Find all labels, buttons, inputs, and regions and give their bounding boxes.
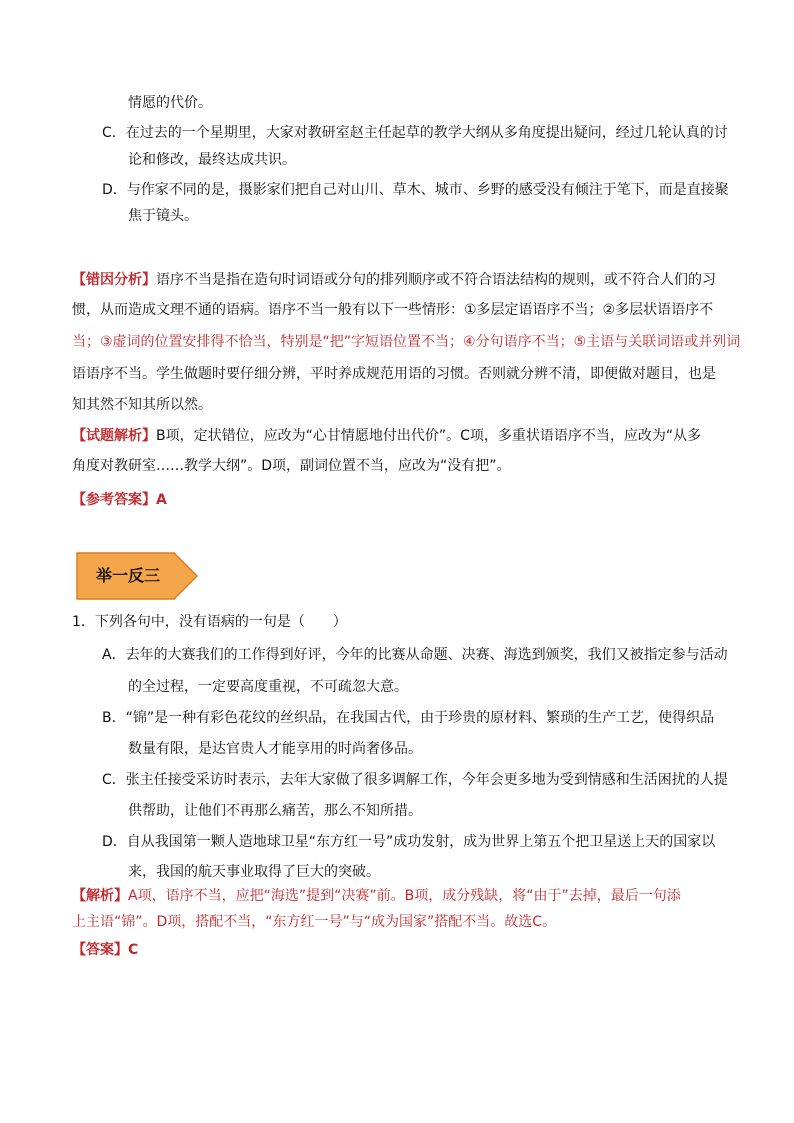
error-analysis-line4: 语语序不当。学生做题时要仔细分辨，平时养成规范用语的习惯。否则就分辨不清，即便做对题目，也是 xyxy=(72,366,716,382)
question-analysis-line1 xyxy=(72,426,701,446)
question-analysis-label: 【试题解析】 xyxy=(72,428,156,444)
error-analysis-label: 【错因分析】 xyxy=(72,272,156,288)
exercise-answer xyxy=(72,940,138,960)
reference-answer xyxy=(72,490,167,510)
question-analysis-text-1: B项，定状错位，应改为“心甘情愿地付出代价”。C项，多重状语语序不当，应改为“从多 xyxy=(156,428,702,444)
exercise-analysis-line2: 上主语“锦”。D项，搭配不当，“东方红一号”与“成为国家”搭配不当。故选C。 xyxy=(72,914,557,930)
banner-label: 举一反三 xyxy=(96,566,161,585)
reference-answer-label: 【参考答案】 xyxy=(72,492,156,508)
option-d-line2: 焦于镜头。 xyxy=(128,208,198,224)
exercise-option-d-line1: D．自从我国第一颗人造地球卫星“东方红一号”成功发射，成为世界上第五个把卫星送上天的国家以 xyxy=(102,834,716,850)
option-b-continued: 情愿的代价。 xyxy=(128,95,212,111)
exercise-option-d-line2: 来，我国的航天事业取得了巨大的突破。 xyxy=(128,864,380,880)
exercise-stem: 1．下列各句中，没有语病的一句是（ ） xyxy=(72,614,347,630)
exercise-analysis-line1 xyxy=(72,886,681,906)
option-d-line1: D．与作家不同的是，摄影家们把自己对山川、草木、城市、乡野的感受没有倾注于笔下，而是直接聚 xyxy=(102,182,729,198)
exercise-option-a-line2: 的全过程，一定要高度重视，不可疏忽大意。 xyxy=(128,679,408,695)
exercise-option-b-line2: 数量有限，是达官贵人才能享用的时尚奢侈品。 xyxy=(128,741,422,757)
reference-answer-value: A xyxy=(156,492,167,508)
option-c-line2: 论和修改，最终达成共识。 xyxy=(128,152,296,168)
exercise-option-b-line1: B．“锦”是一种有彩色花纹的丝织品，在我国古代，由于珍贵的原材料、繁琐的生产工艺，使得织品 xyxy=(102,710,715,726)
exercise-analysis-text-1: A项，语序不当，应把“海选”提到“决赛”前。B项，成分残缺，将“由于”去掉，最后一句添 xyxy=(128,888,681,904)
exercise-option-c-line2: 供帮助，让他们不再那么痛苦，那么不知所措。 xyxy=(128,803,422,819)
error-analysis-line5: 知其然不知其所以然。 xyxy=(72,397,212,413)
exercise-option-a-line1: A．去年的大赛我们的工作得到好评，今年的比赛从命题、决赛、海选到颁奖，我们又被指定参与活动 xyxy=(102,647,728,663)
exercise-option-c-line1: C．张主任接受采访时表示，去年大家做了很多调解工作，今年会更多地为受到情感和生活困扰的人提 xyxy=(102,772,728,788)
option-c-line1: C．在过去的一个星期里，大家对教研室赵主任起草的教学大纲从多角度提出疑问，经过几轮认真的讨 xyxy=(102,125,728,141)
error-analysis-line1 xyxy=(72,270,716,290)
exercise-answer-label: 【答案】 xyxy=(72,942,128,958)
question-analysis-line2: 角度对教研室……教学大纲”。D项，副词位置不当，应改为“没有把”。 xyxy=(72,458,511,474)
error-analysis-line2: 惯，从而造成文理不通的语病。语序不当一般有以下一些情形：①多层定语语序不当；②多层状语语序不 xyxy=(72,302,714,318)
error-analysis-text-1: 语序不当是指在造句时词语或分句的排列顺序或不符合语法结构的规则，或不符合人们的习 xyxy=(156,272,716,288)
exercise-answer-value: C xyxy=(128,942,139,958)
exercise-analysis-label: 【解析】 xyxy=(72,888,128,904)
error-analysis-line3: 当；③虚词的位置安排得不恰当，特别是“把”字短语位置不当；④分句语序不当；⑤主语与关联词语或并列词 xyxy=(72,334,741,350)
